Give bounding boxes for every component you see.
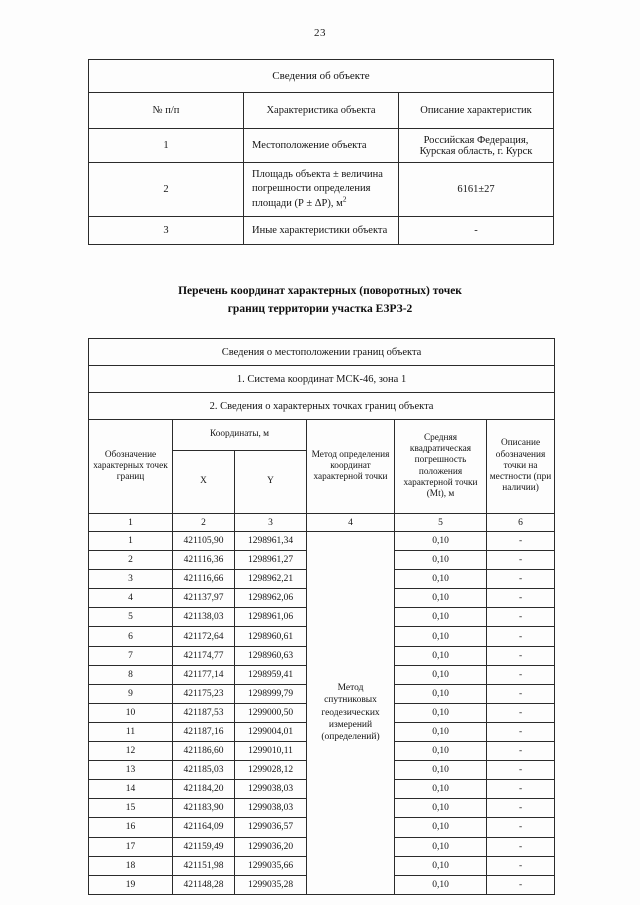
- point-number: 8: [89, 665, 173, 684]
- coord-y: 1299000,50: [235, 703, 307, 722]
- header-characteristic: Характеристика объекта: [244, 93, 399, 129]
- mt-value: 0,10: [395, 646, 487, 665]
- coord-x: 421184,20: [173, 780, 235, 799]
- point-number: 2: [89, 551, 173, 570]
- coord-y: 1299036,20: [235, 837, 307, 856]
- point-number: 6: [89, 627, 173, 646]
- point-description: -: [487, 608, 555, 627]
- coord-band-2: 1. Система координат МСК-46, зона 1: [89, 366, 555, 393]
- point-description: -: [487, 551, 555, 570]
- row-description: -: [399, 217, 554, 245]
- coordinates-table: [88, 338, 555, 895]
- coord-x: 421137,97: [173, 589, 235, 608]
- coord-x: 421159,49: [173, 837, 235, 856]
- point-number: 9: [89, 684, 173, 703]
- coord-x: 421186,60: [173, 742, 235, 761]
- coord-y: 1298961,34: [235, 532, 307, 551]
- coord-y: 1299038,03: [235, 780, 307, 799]
- mt-value: 0,10: [395, 837, 487, 856]
- point-number: 17: [89, 837, 173, 856]
- coord-y: 1298962,06: [235, 589, 307, 608]
- table-row: [89, 163, 554, 217]
- section-title: [0, 283, 640, 319]
- row-num: 3: [89, 217, 244, 245]
- coord-column-number-row: [89, 514, 555, 532]
- mt-value: 0,10: [395, 570, 487, 589]
- point-description: -: [487, 532, 555, 551]
- object-table-title: Сведения об объекте: [89, 60, 554, 93]
- coord-band-row-3: [89, 393, 555, 420]
- mt-value: 0,10: [395, 627, 487, 646]
- coord-x: 421185,03: [173, 761, 235, 780]
- point-description: -: [487, 703, 555, 722]
- coord-header-row-1: [89, 420, 555, 451]
- coord-y: 1299035,28: [235, 875, 307, 894]
- point-description: -: [487, 684, 555, 703]
- coord-x: 421116,36: [173, 551, 235, 570]
- point-number: 12: [89, 742, 173, 761]
- point-number: 18: [89, 856, 173, 875]
- object-table-header-row: [89, 93, 554, 129]
- mt-value: 0,10: [395, 589, 487, 608]
- point-number: 1: [89, 532, 173, 551]
- mt-value: 0,10: [395, 551, 487, 570]
- column-number: 2: [173, 514, 235, 532]
- header-description: Описание характеристик: [399, 93, 554, 129]
- point-number: 15: [89, 799, 173, 818]
- coord-y: 1298960,63: [235, 646, 307, 665]
- point-description: -: [487, 646, 555, 665]
- point-description: -: [487, 627, 555, 646]
- coord-band-row-2: [89, 366, 555, 393]
- coord-x: 421105,90: [173, 532, 235, 551]
- characteristic-line-3: площади (Р ± ΔР), м: [252, 197, 343, 209]
- section-title-line-1: Перечень координат характерных (поворотных) точек: [178, 285, 462, 297]
- point-number: 13: [89, 761, 173, 780]
- coord-x: 421172,64: [173, 627, 235, 646]
- section-title-line-2: границ территории участка ЕЗРЗ-2: [227, 302, 413, 315]
- coord-band-1: Сведения о местоположении границ объекта: [89, 339, 555, 366]
- row-num: 2: [89, 163, 244, 217]
- point-description: -: [487, 875, 555, 894]
- point-number: 10: [89, 703, 173, 722]
- mt-value: 0,10: [395, 780, 487, 799]
- coord-y: 1299035,66: [235, 856, 307, 875]
- coord-x: 421175,23: [173, 684, 235, 703]
- coord-x: 421138,03: [173, 608, 235, 627]
- column-number: 4: [307, 514, 395, 532]
- coord-x: 421174,77: [173, 646, 235, 665]
- mt-value: 0,10: [395, 818, 487, 837]
- point-number: 4: [89, 589, 173, 608]
- point-description: -: [487, 722, 555, 741]
- point-description: -: [487, 742, 555, 761]
- coord-x: 421164,09: [173, 818, 235, 837]
- column-number: 1: [89, 514, 173, 532]
- mt-value: 0,10: [395, 742, 487, 761]
- point-description: -: [487, 780, 555, 799]
- point-number: 3: [89, 570, 173, 589]
- coord-y: 1299004,01: [235, 722, 307, 741]
- point-number: 7: [89, 646, 173, 665]
- mt-value: 0,10: [395, 532, 487, 551]
- header-method: Метод определения координат характерной точки: [307, 420, 395, 514]
- mt-value: 0,10: [395, 856, 487, 875]
- coord-y: 1298962,21: [235, 570, 307, 589]
- point-number: 5: [89, 608, 173, 627]
- mt-value: 0,10: [395, 799, 487, 818]
- mt-value: 0,10: [395, 665, 487, 684]
- coord-y: 1298959,41: [235, 665, 307, 684]
- characteristic-line-1: Площадь объекта ± величина: [252, 169, 383, 181]
- coord-band-row-1: [89, 339, 555, 366]
- coord-x: 421187,53: [173, 703, 235, 722]
- coord-x: 421177,14: [173, 665, 235, 684]
- header-mt: Средняя квадратическая погрешность положения характерной точки (Mt), м: [395, 420, 487, 514]
- coord-x: 421148,28: [173, 875, 235, 894]
- point-description: -: [487, 665, 555, 684]
- mt-value: 0,10: [395, 684, 487, 703]
- table-row: [89, 532, 555, 551]
- point-description: -: [487, 856, 555, 875]
- page-number: 23: [314, 27, 326, 39]
- coord-band-3: 2. Сведения о характерных точках границ объекта: [89, 393, 555, 420]
- row-characteristic: [244, 163, 399, 217]
- point-number: 19: [89, 875, 173, 894]
- header-y: Y: [235, 451, 307, 514]
- row-characteristic: Местоположение объекта: [244, 129, 399, 163]
- row-num: 1: [89, 129, 244, 163]
- coord-y: 1298999,79: [235, 684, 307, 703]
- point-description: -: [487, 799, 555, 818]
- point-number: 11: [89, 722, 173, 741]
- coord-y: 1298960,61: [235, 627, 307, 646]
- mt-value: 0,10: [395, 703, 487, 722]
- mt-value: 0,10: [395, 722, 487, 741]
- coord-x: 421116,66: [173, 570, 235, 589]
- column-number: 3: [235, 514, 307, 532]
- mt-value: 0,10: [395, 608, 487, 627]
- row-description: 6161±27: [399, 163, 554, 217]
- table-row: [89, 217, 554, 245]
- method-value: Метод спутниковых геодезических измерений (определений): [307, 532, 395, 895]
- characteristic-line-2: погрешности определения: [252, 183, 371, 195]
- column-number: 5: [395, 514, 487, 532]
- table-row: [89, 129, 554, 163]
- characteristic-superscript: 2: [342, 194, 347, 204]
- header-num: № п/п: [89, 93, 244, 129]
- point-description: -: [487, 570, 555, 589]
- header-coordinates-group: Координаты, м: [173, 420, 307, 451]
- coord-x: 421183,90: [173, 799, 235, 818]
- row-description: Российская Федерация, Курская область, г. Курск: [399, 129, 554, 163]
- object-table-title-row: [89, 60, 554, 93]
- header-point-designation: Обозначение характерных точек границ: [89, 420, 173, 514]
- coord-y: 1299036,57: [235, 818, 307, 837]
- coord-y: 1298961,27: [235, 551, 307, 570]
- point-description: -: [487, 818, 555, 837]
- object-info-table: [88, 59, 554, 245]
- point-description: -: [487, 761, 555, 780]
- point-number: 14: [89, 780, 173, 799]
- coord-x: 421151,98: [173, 856, 235, 875]
- mt-value: 0,10: [395, 761, 487, 780]
- mt-value: 0,10: [395, 875, 487, 894]
- header-x: X: [173, 451, 235, 514]
- coord-y: 1299038,03: [235, 799, 307, 818]
- column-number: 6: [487, 514, 555, 532]
- coord-x: 421187,16: [173, 722, 235, 741]
- coord-y: 1299010,11: [235, 742, 307, 761]
- row-characteristic: Иные характеристики объекта: [244, 217, 399, 245]
- header-point-description: Описание обозначения точки на местности (при наличии): [487, 420, 555, 514]
- coord-y: 1299028,12: [235, 761, 307, 780]
- coord-y: 1298961,06: [235, 608, 307, 627]
- point-description: -: [487, 837, 555, 856]
- point-number: 16: [89, 818, 173, 837]
- point-description: -: [487, 589, 555, 608]
